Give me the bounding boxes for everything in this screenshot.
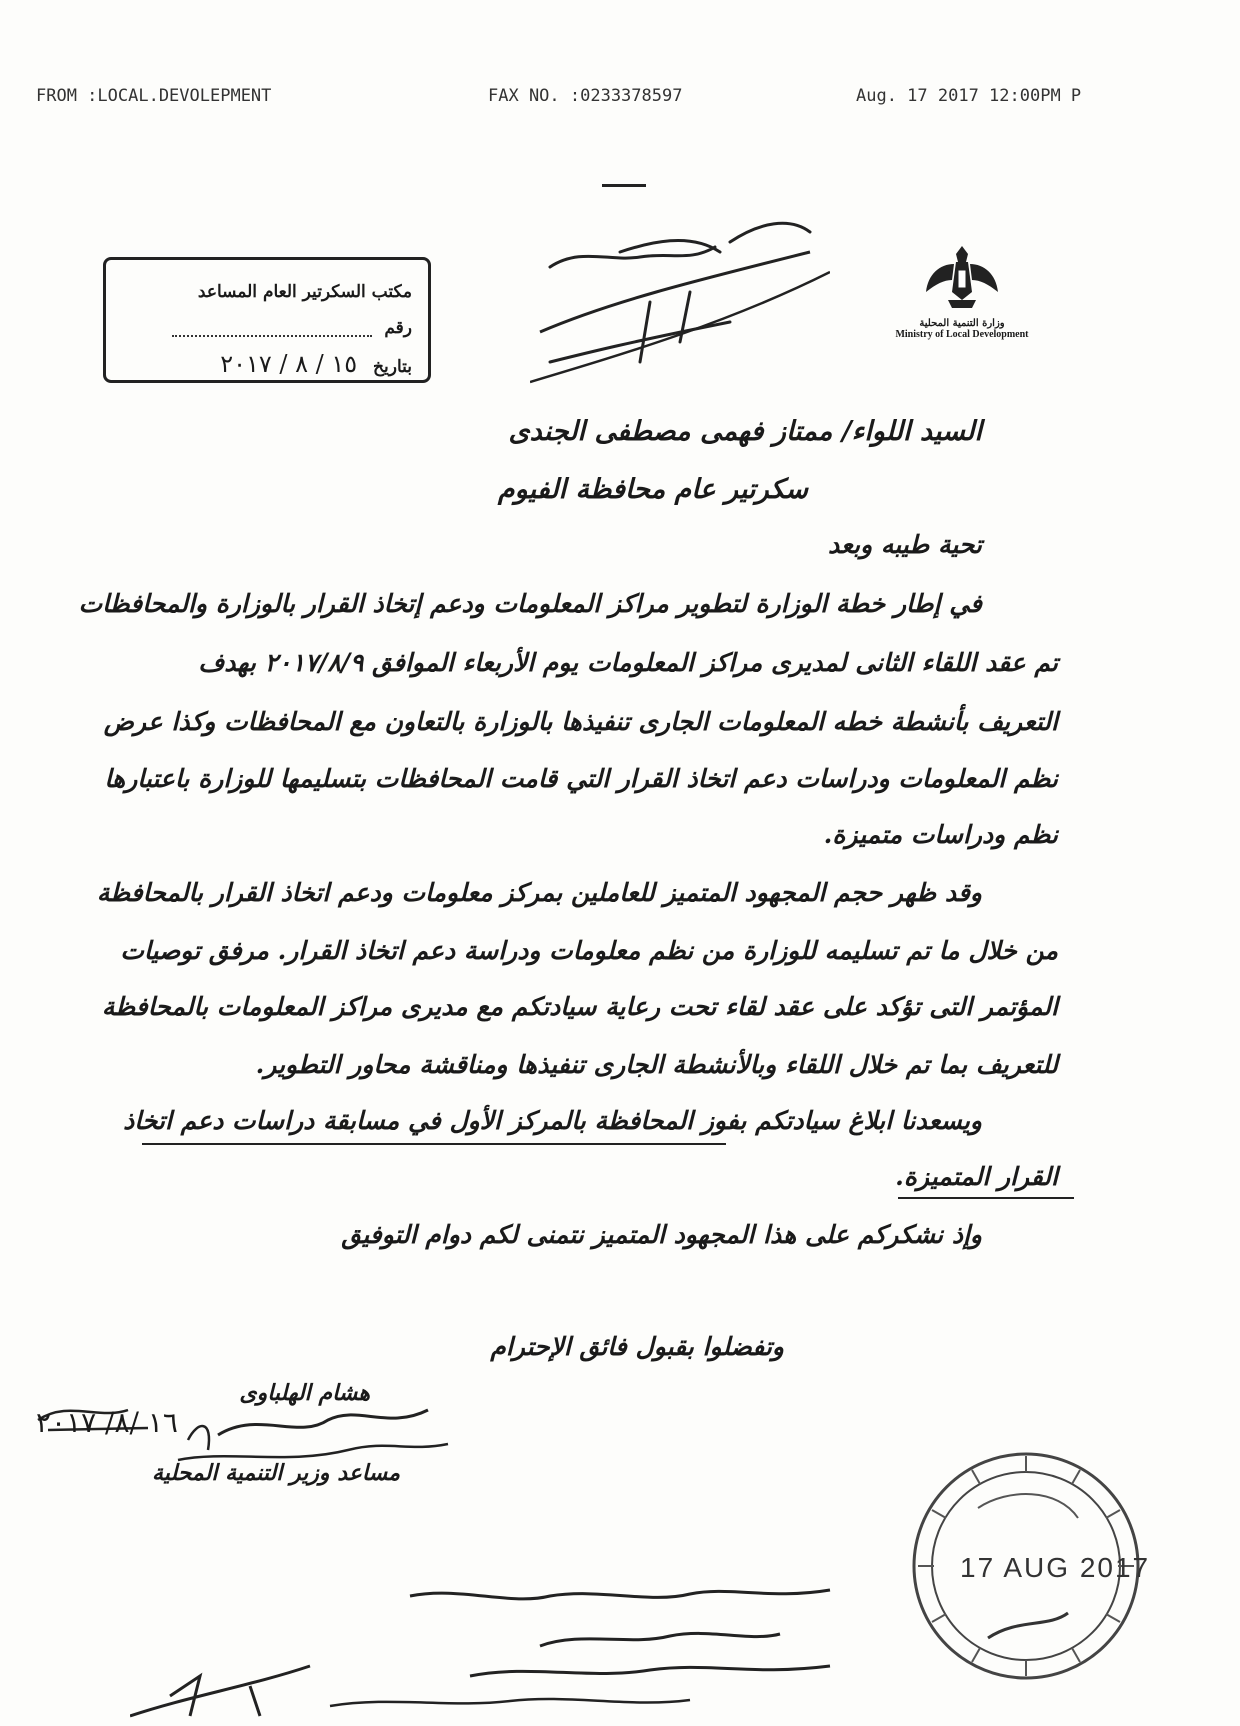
- ministry-name-en: Ministry of Local Development: [895, 329, 1029, 340]
- paragraph-3-line: القرار المتميزة.: [895, 1162, 1058, 1191]
- dotted-line: [172, 321, 372, 337]
- underline: [898, 1197, 1074, 1199]
- fax-number: FAX NO. :0233378597: [488, 86, 683, 106]
- office-date-label: بتاريخ: [373, 357, 412, 377]
- paragraph-2-line: المؤتمر التى تؤكد على عقد لقاء تحت رعاية سيادتكم مع مديرى مراكز المعلومات بالمحافظة: [101, 992, 1058, 1021]
- signatory-title: مساعد وزير التنمية المحلية: [152, 1460, 400, 1486]
- greeting: تحية طيبه وبعد: [827, 530, 982, 559]
- underline: [142, 1143, 726, 1145]
- thanks-line: وإذ نشكركم على هذا المجهود المتميز نتمنى لكم دوام التوفيق: [341, 1220, 982, 1249]
- office-date-value: ١٥ / ٨ / ٢٠١٧: [220, 350, 358, 378]
- stamp-date: 17 AUG 2017: [960, 1552, 1151, 1583]
- paragraph-1-line: نظم ودراسات متميزة.: [823, 820, 1058, 849]
- paragraph-3-line: ويسعدنا ابلاغ سيادتكم بفوز المحافظة بالمركز الأول في مسابقة دراسات دعم اتخاذ: [123, 1106, 982, 1135]
- eagle-emblem-icon: [922, 240, 1002, 312]
- ministry-logo: [862, 240, 1062, 350]
- signature-date: ١٦ /٨/ ٢٠١٧: [36, 1406, 178, 1439]
- paragraph-1-line: التعريف بأنشطة خطه المعلومات الجارى تنفيذها بالوزارة بالتعاون مع المحافظات وكذا عرض: [103, 707, 1058, 736]
- office-stamp-box: [103, 257, 431, 383]
- paragraph-2-line: وقد ظهر حجم المجهود المتميز للعاملين بمركز معلومات ودعم اتخاذ القرار بالمحافظة: [96, 878, 982, 907]
- signatory-name: هشام الهلباوى: [239, 1380, 370, 1406]
- fax-date: Aug. 17 2017 12:00PM P: [856, 86, 1082, 106]
- paragraph-2-line: من خلال ما تم تسليمه للوزارة من نظم معلومات ودراسة دعم اتخاذ القرار. مرفق توصيات: [120, 936, 1058, 965]
- handwritten-note: [130, 1576, 890, 1726]
- closing-line: وتفضلوا بقبول فائق الإحترام: [490, 1332, 784, 1361]
- office-number-label: رقم: [384, 318, 412, 338]
- addressee-line-1: السيد اللواء/ ممتاز فهمى مصطفى الجندى: [508, 416, 982, 447]
- paragraph-2-line: للتعريف بما تم خلال اللقاء وبالأنشطة الجارى تنفيذها ومناقشة محاور التطوير.: [255, 1050, 1058, 1079]
- office-title: مكتب السكرتير العام المساعد: [197, 282, 412, 302]
- addressee-line-2: سكرتير عام محافظة الفيوم: [497, 474, 808, 505]
- header-dash: [602, 184, 646, 187]
- paragraph-1-line: في إطار خطة الوزارة لتطوير مراكز المعلومات ودعم إتخاذ القرار بالوزارة والمحافظات: [78, 589, 982, 618]
- ministry-name-ar: وزارة التنمية المحلية: [919, 318, 1005, 329]
- fax-header: [36, 86, 1126, 112]
- handwritten-margin-note: [530, 212, 830, 397]
- fax-from: FROM :LOCAL.DEVOLEPMENT: [36, 86, 272, 106]
- office-number-row: [120, 310, 412, 346]
- paragraph-1-line: تم عقد اللقاء الثانى لمديرى مراكز المعلومات يوم الأربعاء الموافق ٢٠١٧/٨/٩ بهدف: [198, 648, 1058, 677]
- paragraph-1-line: نظم المعلومات ودراسات دعم اتخاذ القرار التي قامت المحافظات بتسليمها للوزارة باعتبارها: [104, 764, 1058, 793]
- office-date-row: [120, 346, 412, 385]
